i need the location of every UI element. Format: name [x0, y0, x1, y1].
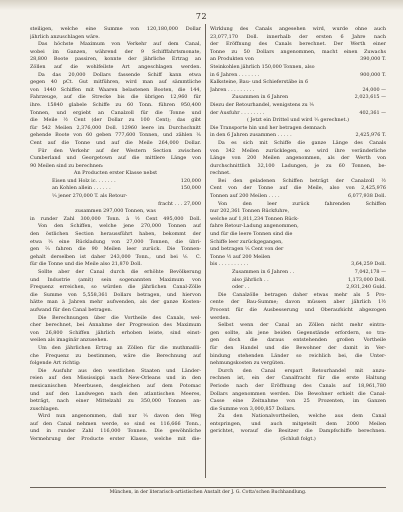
text-line: von 26,800 Schiffen jährlich erhoben leiste, sind einst- — [30, 329, 201, 336]
text-line: Bei den geladenen Schiffen beträgt der Canalzoll ½ — [218, 177, 386, 184]
row-label: also jährlich . . — [232, 276, 269, 283]
row-label: Tonnen auf 200 Meilen . . . . — [210, 193, 280, 200]
text-line: Die Ausfuhr aus den westlichen Staaten und Länder- — [38, 367, 201, 374]
text-line: 90 Meilen sind zu berechnen: — [30, 162, 104, 169]
text-line: Wird nun angenommen, daß nur ⅓ davon den Weg — [38, 413, 201, 420]
text-line: von 342 Meilen zurücklegen, so wird ihre veränderliche — [210, 147, 386, 154]
text-line: nehmungskosten zu vergüten. — [210, 360, 285, 367]
text-line: gen sollte, als jene beiden Gegenstände erfordern, so tra- — [210, 329, 386, 336]
text-row — [210, 269, 386, 277]
row-value: 2,931,240 Guld. — [346, 284, 386, 291]
text-row — [210, 132, 386, 140]
text-line: Von den leer zurück fahrenden Schiffen — [218, 200, 386, 207]
text-line: jährlich anzuschlagen wäre. — [30, 33, 100, 40]
text-line: ( Jetzt ein Drittel und wird ⅓ gerechnet.) — [247, 117, 349, 124]
column-divider — [205, 24, 206, 478]
text-line: Zu den Nationalvortheilen, welche aus dem Canal — [218, 413, 386, 420]
text-row — [210, 94, 386, 102]
text-line: Fahrzeuge, auf die Strecke bis die übrigen 12,960 für — [30, 94, 201, 101]
printer-imprint: München, in der literarisch-artistischen Anstalt der J. G. Cotta'schen Buchhandlung. — [30, 487, 386, 495]
text-line: Cent von der Tonne auf die Meile, also von 2,425,976 — [210, 185, 386, 192]
row-value — [382, 254, 386, 262]
text-row — [210, 193, 386, 201]
text-line: Um den jährlichen Ertrag an Zöllen für die muthmaßli- — [38, 344, 201, 351]
text-line: etwa ⅓ eine Rückladung von 27,000 Tonnen, die übri- — [30, 238, 201, 245]
row-label: in den 6 Jahren zusammen . . . . . — [210, 132, 292, 139]
text-line: von 1440 Schiffen mit Waaren belastenen Booten, die 144, — [30, 86, 201, 93]
text-line: den östlichen Section heraussführt haben, bekommt der — [30, 231, 201, 238]
row-value: fracht . . . 27,000 — [158, 200, 201, 207]
text-line: 23,077,170 Doll. innerhalb der ersten 6 Jahre nach — [210, 33, 386, 40]
text-line: werden. — [210, 314, 231, 321]
text-line: welche auf 1,811,234 Tonnen Rück- — [210, 215, 299, 222]
text-line: für 542 Meilen 2,376,000 Doll. 12960 leere im Durchschnitt — [30, 124, 201, 131]
text-line: gehalt derselben ist daher 243,000 Tonn., und bei ⅙ C. — [30, 253, 201, 260]
text-line: für den Handel und die Bewohner der damit in Ver- — [210, 344, 386, 351]
text-line: fahre Retour-Ladung angenommen, — [210, 223, 299, 230]
text-line: gegen 40 pCt. Gut mitführen, wird man auf sämmtliche — [30, 79, 201, 86]
text-line: Dollars angenommen werden. Die Bewohner erhielt die Canal- — [210, 390, 386, 397]
text-line: Die Transporte hin und her betragen demnach — [210, 124, 326, 131]
text-line: Wirklung des Canals angesehen wird, wurde ohne auch — [210, 26, 386, 32]
text-row — [210, 284, 386, 292]
row-label: Zusammen in 6 Jahren — [232, 94, 289, 101]
row-value: 3,64,259 Doll. — [351, 261, 386, 268]
text-row — [210, 64, 386, 72]
text-line: Die Canalzölle betragen daher etwas mehr als 5 Pro- — [218, 291, 386, 298]
text-line: Für den Verkehr auf der Western Section zwischen — [38, 147, 201, 154]
text-row — [30, 178, 201, 186]
text-line: An Producten erster Klasse nebst — [73, 170, 158, 177]
row-label: Kalksteine, Bau- und Schieferstäbe in 6 — [210, 79, 309, 86]
text-row — [210, 277, 386, 285]
row-value: 24,000 — — [362, 86, 386, 93]
row-label: in 6 Jahren . . . . . . . — [210, 71, 260, 78]
text-row — [30, 201, 201, 209]
row-label: ⅓ jener 270,000 T. als Retour- — [52, 193, 128, 200]
text-line: beträgt, nach einer Mittelzahl zu 350,000 Tonnen an- — [30, 398, 201, 405]
text-line: Das höchste Maximum von Verkehr auf dem Canal, — [38, 41, 201, 48]
text-row — [210, 79, 386, 87]
text-line: mexicanischen Meerbusen, desgleichen auf dem Potomac — [30, 382, 201, 389]
text-row — [210, 261, 386, 269]
text-line: folgende Art richtig: — [30, 360, 81, 367]
text-line: ihre. 15840 glabele Schiffe zu 60 Tonn. führen 950,400 — [30, 101, 201, 108]
text-line: zuschlagen. — [30, 405, 60, 412]
text-row — [210, 254, 386, 262]
text-row — [30, 185, 201, 193]
text-line: und für die leere Tonnen sind die — [210, 231, 293, 238]
text-line: Periode nach der Eröffnung des Canals auf 18,961,780 — [210, 382, 386, 389]
text-line: Vermehrung der Producte erster Klasse, welche mit die- — [30, 436, 201, 443]
row-value: 6,077,938 Doll. — [348, 193, 386, 200]
text-line: hätte man à Jahren mehr aufwenden, als der ganze Kosten- — [30, 299, 201, 306]
text-line: Länge von 200 Meilen angenommen, als der Werth von — [210, 155, 386, 162]
scan-shadow — [0, 0, 403, 10]
row-value — [382, 79, 386, 87]
row-label: oder . . — [232, 284, 250, 291]
text-line: Durch den Canal erspart Retourhandel mit anzu- — [218, 367, 386, 374]
row-value: 7,042,178 — — [354, 269, 386, 275]
text-line: Zöllen auf die wohlfeilste Art angeschlagen werden. — [30, 63, 201, 70]
text-line: cher berechnet, bei Annahme der Progression des Maximum — [30, 322, 201, 329]
text-line: Sollte aber der Canal durch die erhöhte Bevölkerung — [38, 269, 201, 275]
text-line: 28,800 Boote passiren, konnte der jährliche Ertrag an — [30, 56, 201, 63]
text-line: steiligen, welche eine Summe von 120,180,000 Dollar — [30, 26, 201, 32]
text-line: für die Tonne und die Meile also 21,870 Doll. — [30, 261, 142, 268]
text-row — [210, 110, 386, 118]
text-line: Tonnen, und ergiebt an Canalzoll für die Tonne und — [30, 109, 201, 116]
text-line: gehende Boote von 60 geben 777,600 Tonnen, und zählen ⅙ — [30, 132, 201, 139]
text-line: der Eröffnung des Canals berechnet. Der Werth einer — [210, 41, 386, 48]
text-line: cente der Bau-Summe; davon müssen aber jährlich 1½ — [210, 299, 386, 306]
row-value: 120,000 — [180, 177, 201, 184]
text-row — [210, 87, 386, 95]
text-row — [210, 72, 386, 80]
text-line: Frequenz erreichen, so würden die jährlichen Canal-Zölle — [30, 284, 201, 291]
text-line: gen ⅔ fahren die 90 Meilen leer zurück. Die Tonnen- — [30, 246, 201, 253]
text-row — [30, 193, 201, 201]
text-line: reien auf den Mississippi nach New-Orleans und in den — [30, 375, 201, 382]
text-line: aufwand für den Canal betragen. — [30, 306, 113, 313]
row-label: Eisen und Holz ic. . . . . . . — [52, 177, 116, 184]
text-line: Cumberland und Georgetown auf die mittlere Länge von — [30, 155, 201, 162]
text-line: Procent für die Ausbesserung und Oberaufsicht abgezogen — [210, 306, 386, 313]
text-line: Diezu der Retourhandel, wenigstens zu ⅕ — [210, 101, 314, 108]
text-line: weilen als imaginär anzusehen. — [30, 337, 109, 344]
row-value — [382, 64, 386, 72]
text-line: Tonne zu 50 Dollars angenommen, macht einen Zuwachs — [210, 48, 386, 55]
text-line: und in runder Zahl 116,000 Tonnen. Die gewöhnliche — [30, 428, 201, 435]
row-label — [52, 201, 154, 209]
text-line: Da es sich mit Schiffe die ganze Länge des Canals — [218, 139, 386, 146]
text-line: die Meile ½ Cent (der Dollar zu 100 Cent); das gibt — [30, 117, 201, 124]
text-line: die Summe von 3,000,857 Dollars. — [210, 405, 296, 412]
text-line: in runder Zahl 300,000 Tonn. à ½ Cent 495,000 Doll. — [30, 215, 201, 222]
row-value: 390,000 T. — [360, 56, 386, 63]
row-value: 900,000 T. — [360, 71, 386, 78]
row-label: an Kohlen allein . . . . . . — [52, 185, 111, 192]
text-line: die Summe von 5,558,361 Dollars betragen, und hiervon — [30, 291, 201, 298]
text-line: gen doch die daraus entstehenden großen Vortheile — [210, 337, 386, 344]
left-text-column — [30, 26, 201, 444]
text-line: che Frequenz zu bestimmen, wäre die Berechnung auf — [30, 352, 201, 359]
text-line: durchschnittlich 32,100 Ladungen, je zu 60 Tonnen, be- — [210, 162, 386, 169]
text-line: wobei im Ganzen, während der 9 Schifffahrtsmonate, — [30, 48, 201, 55]
row-value: 150,000 — [180, 185, 201, 192]
text-line: Schiffe leer zurückgegangen, — [210, 238, 283, 245]
text-row — [210, 56, 386, 64]
row-label: an Produkten von — [210, 56, 254, 63]
text-line: Cent auf die Tonne und auf die Meile 264,000 Dollar. — [30, 139, 201, 146]
row-value: 1,173,000 Doll. — [348, 276, 386, 283]
row-label: der Ausfuhr . . . . . . . . — [210, 109, 265, 116]
text-line: zusammen 297,000 Tonnen, was — [75, 208, 156, 215]
text-line: auf den Canal nehmen werde, so sind es 116,666 Tonn., — [30, 420, 201, 427]
right-text-column — [210, 26, 386, 444]
text-line: Casse eine Zeitnahme von 25 Prozenten, im Ganzen — [210, 398, 386, 405]
row-label: Jahren . . . . . . . . . — [210, 86, 255, 93]
text-line: entspringen, und auch mitgeteilt dem 2000 Meilen — [210, 420, 386, 427]
text-line: Da das 20,000 Dollars fassende Schiff kann etwa — [38, 71, 201, 78]
text-line: rechnen ist, ein der Canalfracht für die erste Haltung — [210, 375, 386, 382]
text-line: und auf den Landwegen nach den atlantischen Meeres, — [30, 390, 201, 397]
text-line: nur 202,361 Tonnen Rückfuhre, — [210, 208, 290, 215]
text-line: Selbst wenn der Canal an Zöllen nicht mehr eintra- — [218, 322, 386, 329]
text-line: bindung stehenden Länder so reichlich bei, die Unter- — [210, 352, 386, 359]
text-line: gerichtet, worauf die Besitzer die Dampfschiffe berechnen. — [210, 428, 386, 435]
page-number: 72 — [195, 12, 208, 21]
row-label: Steinkohlen jährlich 150,000 Tonnen, also — [210, 63, 315, 70]
row-value: 2,425,976 T. — [355, 132, 386, 139]
row-label: Zusammen in 6 Jahren . . — [232, 269, 295, 275]
text-line: rechnet. — [210, 170, 231, 177]
row-value: 402,361 — — [359, 109, 386, 116]
text-line: Die Berechnungen über die Vortheile des Canals, wel- — [38, 314, 201, 321]
row-label: Tonne ½ auf 200 Meilen — [210, 253, 271, 260]
text-line: Von den Schiffen, welche jene 270,000 Tonnen auf — [38, 223, 201, 230]
text-line: (Schluß folgt.) — [280, 436, 316, 443]
row-value — [197, 193, 201, 201]
row-value: 2,023,615 — — [354, 94, 386, 101]
row-label: bis . . . . . . . . . . — [210, 261, 249, 268]
text-line: und Industrie (amit) sein sogenannten Maximum von — [30, 276, 201, 283]
text-line: und betragen ⅙ Cent von der — [210, 246, 284, 253]
